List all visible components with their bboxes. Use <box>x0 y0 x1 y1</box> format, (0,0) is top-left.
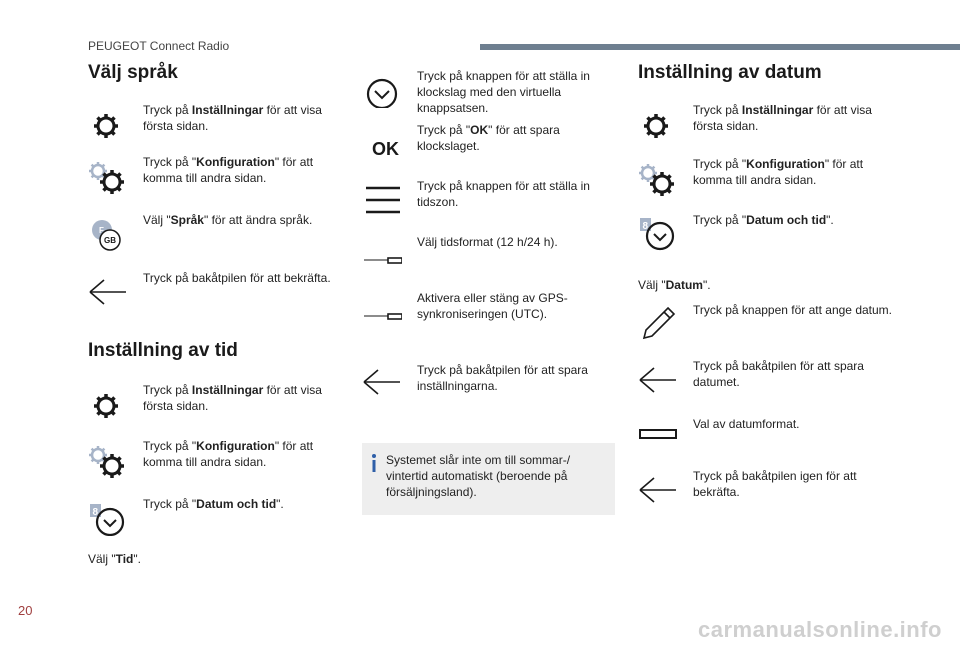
step-configuration: Tryck på "Konfiguration" för att komma till andra sidan. <box>88 154 343 212</box>
back-arrow-icon <box>88 270 128 310</box>
back-arrow-icon <box>638 468 678 508</box>
step-enter-date: Tryck på knappen för att ange datum. <box>638 302 898 358</box>
step-time-settings: Tryck på Inställningar för att visa första sidan. <box>88 382 343 438</box>
info-icon <box>369 453 379 473</box>
step-date-configuration: Tryck på "Konfiguration" för att komma till andra sidan. <box>638 156 898 212</box>
svg-text:OK: OK <box>372 139 399 159</box>
gear-icon <box>88 102 128 142</box>
toggle-icon <box>362 290 402 330</box>
step-date-format: Val av datumformat. <box>638 416 898 468</box>
step-date-settings: Tryck på Inställningar för att visa första sidan. <box>638 102 898 156</box>
column-middle <box>362 68 617 422</box>
double-gear-icon <box>88 438 128 478</box>
step-back-confirm-again: Tryck på bakåtpilen igen för att bekräfta. <box>638 468 898 518</box>
step-time-format: Välj tidsformat (12 h/24 h). <box>362 234 617 290</box>
gear-icon <box>88 382 128 422</box>
gear-icon <box>638 102 678 142</box>
page-number: 20 <box>18 603 33 618</box>
watermark: carmanualsonline.info <box>698 617 942 642</box>
step-language: F GB Välj "Språk" för att ändra språk. <box>88 212 343 270</box>
double-gear-icon <box>88 154 128 194</box>
step-date-date-and-time: 8 Tryck på "Datum och tid". <box>638 212 898 278</box>
header-bar <box>480 44 960 50</box>
step-timezone: Tryck på knappen för att ställa in tidszon. <box>362 178 617 234</box>
step-back-confirm: Tryck på bakåtpilen för att bekräfta. <box>88 270 343 340</box>
column-right <box>638 62 898 518</box>
toggle-icon <box>362 234 402 274</box>
step-time-date-and-time: 8 Tryck på "Datum och tid". <box>88 496 343 552</box>
select-time: Välj "Tid". <box>88 552 141 566</box>
rectangle-icon <box>638 416 678 456</box>
svg-text:8: 8 <box>642 221 649 232</box>
pencil-icon <box>638 302 678 342</box>
clock-icon <box>88 496 128 536</box>
svg-text:F: F <box>99 226 104 235</box>
svg-text:8: 8 <box>92 507 99 518</box>
svg-text:GB: GB <box>104 236 116 245</box>
language-flags-icon <box>88 212 128 252</box>
column-left <box>88 62 343 566</box>
step-time-configuration: Tryck på "Konfiguration" för att komma till andra sidan. <box>88 438 343 496</box>
section-title-date: Inställning av datum <box>638 62 822 83</box>
step-ok-save: OK Tryck på "OK" för att spara klockslaget. <box>362 122 617 178</box>
select-date: Välj "Datum". <box>638 278 711 292</box>
section-title-time: Inställning av tid <box>88 340 238 361</box>
back-arrow-icon <box>362 362 402 402</box>
step-gps-sync: Aktivera eller stäng av GPS-synkroniseringen (UTC). <box>362 290 617 362</box>
menu-icon <box>362 178 402 218</box>
double-gear-icon <box>638 156 678 196</box>
step-back-save-settings: Tryck på bakåtpilen för att spara inställningarna. <box>362 362 617 422</box>
section-title-language: Välj språk <box>88 62 178 83</box>
step-settings: Tryck på Inställningar för att visa första sidan. <box>88 102 343 154</box>
manual-header-title: PEUGEOT Connect Radio <box>88 39 230 53</box>
step-virtual-keypad: Tryck på knappen för att ställa in klockslag med den virtuella knappsatsen. <box>362 68 617 122</box>
info-note: Systemet slår inte om till sommar-/ vintertid automatiskt (beroende på försäljningsland). <box>362 443 615 515</box>
chevron-down-icon <box>362 68 402 108</box>
clock-icon <box>638 212 678 252</box>
back-arrow-icon <box>638 358 678 398</box>
ok-icon <box>362 122 402 162</box>
step-back-save-date: Tryck på bakåtpilen för att spara datumet. <box>638 358 898 416</box>
